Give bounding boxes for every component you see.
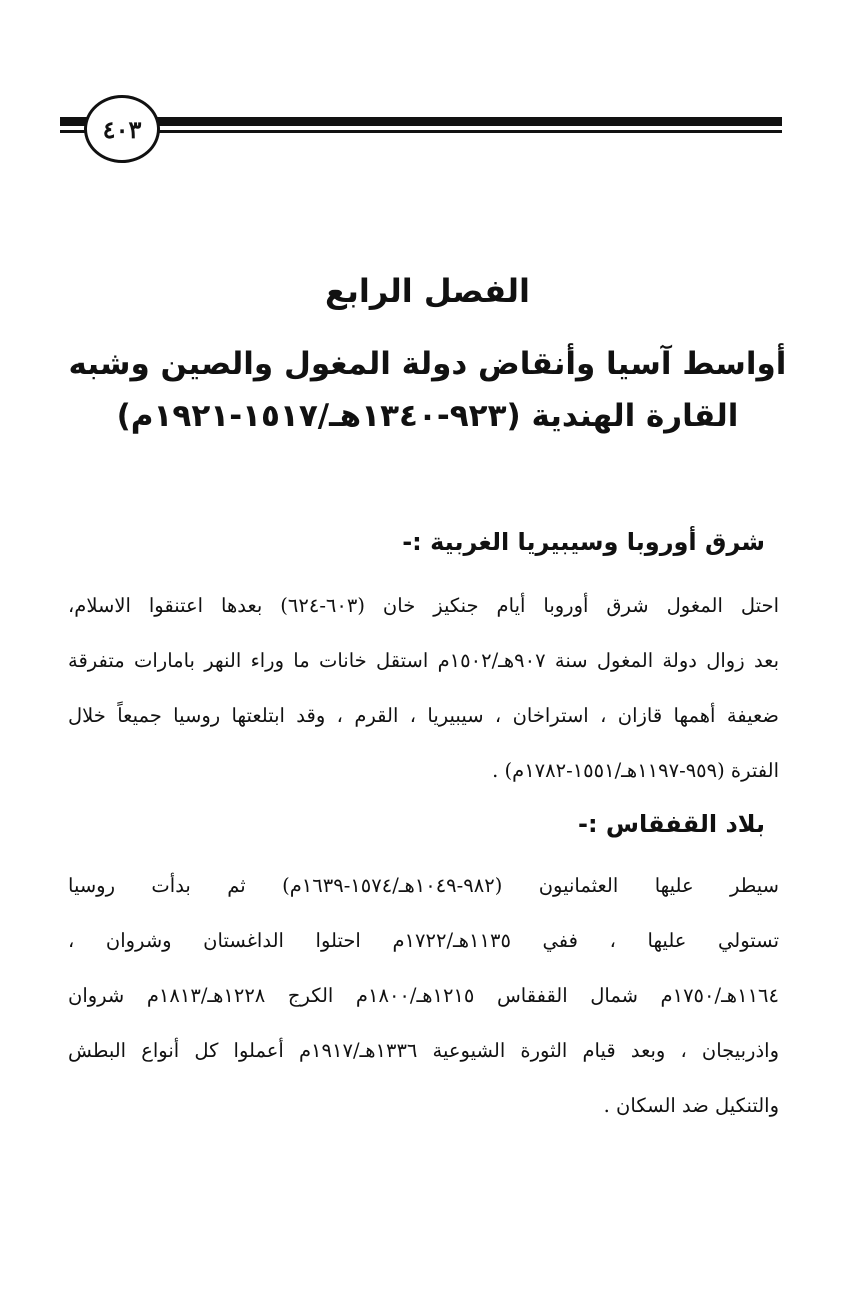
paragraph-line: بعد زوال دولة المغول سنة ٩٠٧هـ/١٥٠٢م استقل خانات ما وراء النهر بامارات متفرقة xyxy=(68,649,780,672)
paragraph-line: واذربيجان ، وبعد قيام الثورة الشيوعية ١٣٣٦هـ/١٩١٧م أعملوا كل أنواع البطش xyxy=(68,1039,779,1062)
chapter-title-line-1: أواسط آسيا وأنقاض دولة المغول والصين وشبه xyxy=(68,346,787,382)
paragraph-line: ١١٦٤هـ/١٧٥٠م شمال القفقاس ١٢١٥هـ/١٨٠٠م الكرج ١٢٢٨هـ/١٨١٣م شروان xyxy=(68,984,779,1007)
header-rule-thin xyxy=(60,130,782,133)
paragraph-line: الفترة (٩٥٩-١١٩٧هـ/١٥٥١-١٧٨٢م) . xyxy=(492,759,779,782)
chapter-label: الفصل الرابع xyxy=(325,272,530,310)
paragraph-line: تستولي عليها ، ففي ١١٣٥هـ/١٧٢٢م احتلوا الداغستان وشروان ، xyxy=(68,929,779,952)
page-number: ٤٠٣ xyxy=(84,95,160,163)
paragraph-line: سيطر عليها العثمانيون (٩٨٢-١٠٤٩هـ/١٥٧٤-١٦٣٩م) ثم بدأت روسيا xyxy=(68,874,779,897)
section-heading-caucasus: بلاد القفقاس :- xyxy=(577,810,765,838)
header-rule xyxy=(60,117,782,137)
section-heading-east-europe: شرق أوروبا وسيبيريا الغربية :- xyxy=(402,528,765,556)
paragraph-caucasus xyxy=(68,874,779,1149)
paragraph-line: احتل المغول شرق أوروبا أيام جنكيز خان (٦٠٣-٦٢٤) بعدها اعتنقوا الاسلام، xyxy=(68,594,779,617)
paragraph-line: والتنكيل ضد السكان . xyxy=(603,1094,779,1117)
paragraph-line: ضعيفة أهمها قازان ، استراخان ، سيبيريا ، القرم ، وقد ابتلعتها روسيا جميعاً خلال xyxy=(68,704,779,727)
chapter-title-line-2: القارة الهندية (٩٢٣-١٣٤٠هـ/١٥١٧-١٩٢١م) xyxy=(116,398,739,434)
header-rule-thick xyxy=(60,117,782,126)
paragraph-east-europe xyxy=(68,594,779,814)
chapter-title xyxy=(60,338,795,442)
